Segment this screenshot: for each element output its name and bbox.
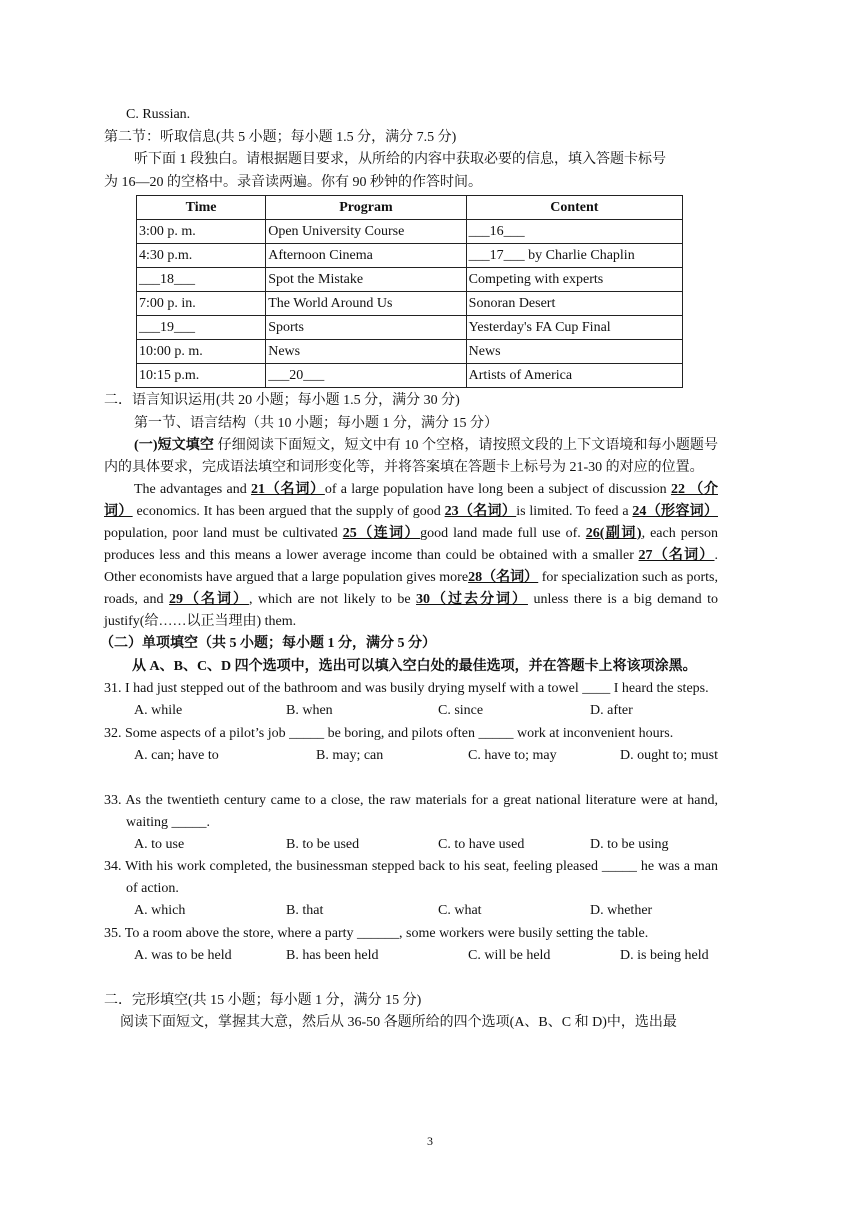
header-program: Program xyxy=(266,196,466,220)
fill-in-instruction xyxy=(104,435,718,479)
passage-text: economics. It has been argued that the supply of good xyxy=(132,504,445,519)
fill-in-passage xyxy=(104,479,718,633)
table-cell: 10:00 p. m. xyxy=(137,340,266,364)
option-b: B. may; can xyxy=(316,747,384,763)
passage-text: for specialization such as ports, roads, and xyxy=(104,570,718,607)
fill-in-instruction-text: 仔细阅读下面短文，短文中有 10 个空格，请按照文段的上下文语境和每小题题号内的具体要求，完成语法填空和词形变化等，并将答案填在答题卡上标号为 21-30 的对应的位置。 xyxy=(104,438,719,475)
option-d: D. after xyxy=(590,703,633,718)
table-row xyxy=(137,268,683,292)
passage-text: , each person produces less and this means a lower average income than could be obtained with a smaller xyxy=(104,526,719,563)
table-cell: Yesterday's FA Cup Final xyxy=(466,316,682,340)
table-cell: ___19___ xyxy=(137,316,266,340)
table-cell: 3:00 p. m. xyxy=(137,220,266,244)
question-35-options xyxy=(104,945,718,968)
table-cell: Artists of America xyxy=(466,364,682,388)
table-row xyxy=(137,244,683,268)
table-cell: Afternoon Cinema xyxy=(266,244,466,268)
question-32-stem: 32. Some aspects of a pilot’s job _____ be boring, and pilots often _____ work at inconvenient hours. xyxy=(104,725,674,741)
table-cell: ___18___ xyxy=(137,268,266,292)
option-b: B. when xyxy=(286,703,333,718)
blank-27: 27（名词） xyxy=(638,548,715,563)
table-cell: 7:00 p. in. xyxy=(137,292,266,316)
blank-24: 24（形容词） xyxy=(632,504,718,519)
table-cell: ___20___ xyxy=(266,364,466,388)
table-cell: News xyxy=(266,340,466,364)
spacer xyxy=(104,767,718,790)
option-d: D. to be using xyxy=(590,836,669,852)
section2-instruction-line2: 为 16—20 的空格中。录音读两遍。你有 90 秒钟的作答时间。 xyxy=(104,174,482,190)
table-cell: Sonoran Desert xyxy=(466,292,682,316)
program-table xyxy=(136,195,683,388)
blank-25: 25（连词） xyxy=(342,526,421,541)
blank-28: 28（名词） xyxy=(468,570,539,585)
passage-text: of a large population have long been a subject of discussion xyxy=(324,482,671,497)
page-number: 3 xyxy=(427,1134,433,1148)
table-cell: 4:30 p.m. xyxy=(137,244,266,268)
table-row xyxy=(137,364,683,388)
option-b: B. that xyxy=(286,903,324,918)
option-a: A. was to be held xyxy=(134,947,232,963)
option-c: C. since xyxy=(438,703,484,718)
blank-22: 22 （介词） xyxy=(104,482,718,519)
question-34-stem: 34. With his work completed, the businessman stepped back to his seat, feeling pleased _____ he was a man of action. xyxy=(104,859,718,896)
question-32-options xyxy=(104,745,718,768)
question-35-stem: 35. To a room above the store, where a party ______, some workers were busily setting the table. xyxy=(104,925,649,941)
fill-in-label: (一)短文填空 xyxy=(134,438,215,453)
table-cell: The World Around Us xyxy=(266,292,466,316)
passage-text: , which are not likely to be xyxy=(248,592,417,607)
question-31-stem: 31. I had just stepped out of the bathroom and was busily drying myself with a towel ____ I heard the steps. xyxy=(104,681,709,696)
blank-23: 23（名词） xyxy=(444,504,517,519)
table-cell: Competing with experts xyxy=(466,268,682,292)
header-content: Content xyxy=(466,196,682,220)
section2-instruction-line1: 听下面 1 段独白。请根据题目要求，从所给的内容中获取必要的信息，填入答题卡标号 xyxy=(134,152,666,167)
option-a: A. which xyxy=(134,903,186,918)
option-a: A. can; have to xyxy=(134,747,219,763)
blank-26: 26(副词) xyxy=(585,526,642,541)
question-31-options xyxy=(104,700,718,723)
blank-21: 21（名词） xyxy=(251,482,325,497)
option-b: B. has been held xyxy=(286,947,379,963)
part2-section1-title: 第一节、语言结构（共 10 小题；每小题 1 分，满分 15 分） xyxy=(134,415,498,431)
option-c-russian: C. Russian. xyxy=(126,107,191,122)
table-row xyxy=(137,292,683,316)
table-cell: Open University Course xyxy=(266,220,466,244)
question-34-options xyxy=(104,900,718,923)
option-c: C. have to; may xyxy=(468,747,557,763)
option-a: A. to use xyxy=(134,836,185,852)
document-page xyxy=(100,104,719,1035)
single-choice-instruction: 从 A、B、C、D 四个选项中，选出可以填入空白处的最佳选项，并在答题卡上将该项涂黑。 xyxy=(132,658,697,674)
cloze-title: 二．完形填空(共 15 小题；每小题 1 分，满分 15 分) xyxy=(104,992,422,1008)
passage-text: unless there is a big demand to justify(给……以正当理由) them. xyxy=(104,592,718,629)
table-row xyxy=(137,340,683,364)
cloze-instruction: 阅读下面短文，掌握其大意，然后从 36-50 各题所给的四个选项(A、B、C 和 D)中，选出最 xyxy=(120,1015,677,1030)
blank-30: 30（过去分词） xyxy=(416,592,528,607)
passage-text: population, poor land must be cultivated xyxy=(104,526,343,541)
option-c: C. to have used xyxy=(438,836,525,852)
option-c: C. will be held xyxy=(468,947,551,963)
option-d: D. whether xyxy=(590,903,653,918)
table-header-row xyxy=(137,196,683,220)
blank-29: 29（名词） xyxy=(169,592,249,607)
table-cell: ___16___ xyxy=(466,220,682,244)
question-33-stem: 33. As the twentieth century came to a close, the raw materials for a great national literature were at hand, waiting _____. xyxy=(104,792,718,830)
option-a: A. while xyxy=(134,703,183,718)
section2-title: 第二节：听取信息(共 5 小题；每小题 1.5 分，满分 7.5 分) xyxy=(104,129,457,145)
table-cell: Sports xyxy=(266,316,466,340)
passage-text: . Other economists have argued that a large population gives more xyxy=(104,548,718,585)
question-33-options xyxy=(104,834,718,857)
passage-text: good land made full use of. xyxy=(420,526,586,541)
option-d: D. ought to; must xyxy=(620,747,719,763)
passage-text: is limited. To feed a xyxy=(516,504,633,519)
table-row xyxy=(137,316,683,340)
table-cell: 10:15 p.m. xyxy=(137,364,266,388)
option-b: B. to be used xyxy=(286,836,360,852)
spacer xyxy=(104,967,718,990)
table-row xyxy=(137,220,683,244)
option-d: D. is being held xyxy=(620,947,709,963)
option-c: C. what xyxy=(438,903,482,918)
passage-text: The advantages and xyxy=(134,482,251,497)
table-cell: Spot the Mistake xyxy=(266,268,466,292)
part2-title: 二．语言知识运用(共 20 小题；每小题 1.5 分，满分 30 分) xyxy=(104,393,460,408)
table-cell: ___17___ by Charlie Chaplin xyxy=(466,244,682,268)
table-cell: News xyxy=(466,340,682,364)
single-choice-title: （二）单项填空（共 5 小题；每小题 1 分，满分 5 分） xyxy=(100,636,436,651)
header-time: Time xyxy=(137,196,266,220)
